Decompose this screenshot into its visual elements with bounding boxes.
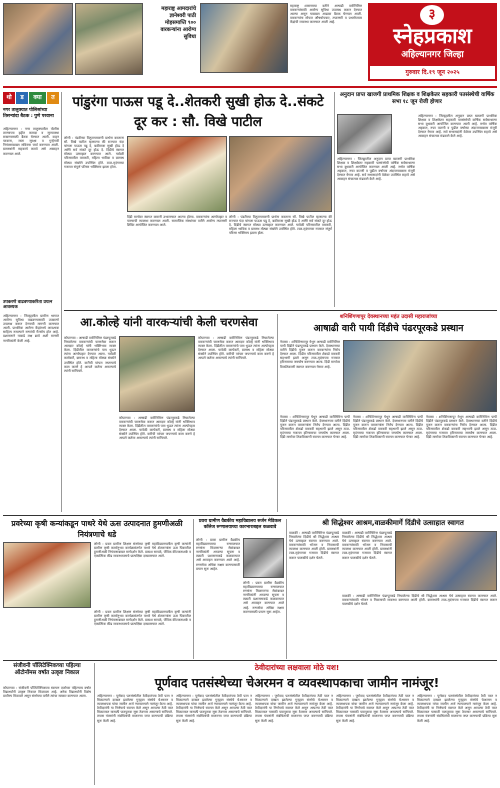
- siddheshwar-text-col1: वाळकी : आषाढी वारीनिमित्त पंढरपूरकडे निघालेल्या दिंडीचे श्री सिद्धेश्वर आश्रम येथे उत्साहात स्वागत करण्यात आले. वारकऱ्यांसाठी भोजन व निवासाची व्यवस्था करण्यात आली होती. ग्रामस्थांनी टाळ-मृदंगाच्या गजरात दिंडीचे स्वागत करून पालखीचे दर्शन घेतले.: [289, 531, 339, 560]
- lead-photo-1: [127, 136, 227, 212]
- mid-rule-1: [64, 310, 497, 311]
- top-left-photo: [3, 3, 73, 75]
- mid-rule-2: [3, 515, 497, 516]
- bottom-text-col2: अहिल्यानगर : पूर्णवाद पतसंस्थेतील ठेवीदारांच्या ठेवी परत न मिळाल्याने दाखल झालेल्या गुन्ह्यात संस्थेचे चेअरमन व व्यवस्थापक यांचा जामीन अर्ज न्यायालयाने नामंजूर केला आहे. ठेवीदारांनी या निर्णयाचे स्वागत केले असून आपल्या ठेवी परत मिळाव्यात यासाठी पाठपुरावा सुरू ठेवणार असल्याचे सांगितले. तपास यंत्रणांनी संबंधितांची मालमत्ता जप्त करण्याची प्रक्रिया सुरू केली आहे.: [176, 694, 252, 723]
- right-top-headline: अनुदान प्राप्त खाजगी प्राथमिक शिक्षक व शिक्षकेतर सहकारी पतसंस्थेची वार्षिक सभा १८ जून रोजी होणार: [339, 92, 495, 105]
- shani-text-col4: नेवासा : शनिशिंगणापूर येथून आषाढी वारीनिमित्त पायी दिंडीने पंढरपूरकडे प्रस्थान केले. देवस्थानच्या वतीने दिंडीचे पूजन करून वारकऱ्यांना निरोप देण्यात आला. दिंडीत परिसरातील शेकडो वारकरी सहभागी झाले असून टाळ-मृदंगाच्या गजरात हरिनामाचा जयघोष करण्यात आला. दिंडी मार्गावर ठिकठिकाणी स्वागत करण्यात येणार आहे.: [426, 415, 497, 440]
- siddheshwar-text-col2: वाळकी : आषाढी वारीनिमित्त पंढरपूरकडे निघालेल्या दिंडीचे श्री सिद्धेश्वर आश्रम येथे उत्साहात स्वागत करण्यात आले. वारकऱ्यांसाठी भोजन व निवासाची व्यवस्था करण्यात आली होती. ग्रामस्थांनी टाळ-मृदंगाच्या गजरात दिंडीचे स्वागत करून पालखीचे दर्शन घेतले.: [342, 531, 392, 560]
- right-top-text-col2: अहिल्यानगर : जिल्ह्यातील अनुदान प्राप्त खाजगी प्राथमिक शिक्षक व शिक्षकेतर सहकारी पतसंस्थेची वार्षिक सर्वसाधारण सभा बुधवारी आयोजित करण्यात आली आहे. सभेत वार्षिक अहवाल, नफा वाटणी व पुढील वर्षाच्या अंदाजपत्रकास मंजुरी देण्यात येणार आहे. सर्व सभासदांनी वेळेवर उपस्थित राहावे असे आवाहन संचालक मंडळाने केले आहे.: [418, 114, 497, 139]
- right-top-text-col1: अहिल्यानगर : जिल्ह्यातील अनुदान प्राप्त खाजगी प्राथमिक शिक्षक व शिक्षकेतर सहकारी पतसंस्थेची वार्षिक सर्वसाधारण सभा बुधवारी आयोजित करण्यात आली आहे. सभेत वार्षिक अहवाल, नफा वाटणी व पुढील वर्षाच्या अंदाजपत्रकास मंजुरी देण्यात येणार आहे. सर्व सभासदांनी वेळेवर उपस्थित राहावे असे आवाहन संचालक मंडळाने केले आहे.: [337, 157, 415, 182]
- kolhe-divider: [277, 314, 278, 512]
- lead-text-col3: लोणी : पंढरीच्या विठुरायाचरणी प्रार्थना करताना सौ. विखे पाटील म्हणाल्या की राज्यात यंदा चांगला पाऊस पडू दे, बळीराजा सुखी होऊ दे आणि सर्व संकटे दूर होऊ दे. दिंडीचे स्वागत मोठ्या उत्साहात करण्यात आले. यावेळी परिसरातील वारकरी, महिला भाविक व ग्रामस्थ मोठ्या संख्येने उपस्थित होते. टाळ-मृदंगाच्या गजरात संपूर्ण परिसर भक्तिमय झाला होता.: [229, 215, 332, 236]
- kolhe-text-col3: कोपरगाव : आषाढी वारीनिमित्त पंढरपूरकडे निघालेल्या वारकऱ्यांची चरणसेवा करून आमदार कोल्हे यांनी भक्तिभाव व्यक्त केला. दिंडीतील वारकऱ्यांचे पाय धुऊन त्यांना अल्पोपहार देण्यात आला. यावेळी कार्यकर्ते, ग्रामस्थ व महिला मोठ्या संख्येने उपस्थित होते. वारीची परंपरा जपण्याचे काम करणे हे आपले कर्तव्य असल्याचे त्यांनी सांगितले.: [119, 416, 195, 441]
- bottom-left-text: कोपरगाव : संजीवनी पॉलिटेक्निकच्या स्वायत्त दर्जाच्या पहिल्याच वर्षात विद्यार्थ्यांनी उत्कृष्ट निकाल मिळवला आहे. अनेक विद्यार्थ्यांनी विशेष प्रावीण्य मिळवले असून संस्थेच्या वतीने त्यांचा सत्कार करण्यात आला.: [3, 686, 91, 699]
- bottom-text-col5: अहिल्यानगर : पूर्णवाद पतसंस्थेतील ठेवीदारांच्या ठेवी परत न मिळाल्याने दाखल झालेल्या गुन्ह्यात संस्थेचे चेअरमन व व्यवस्थापक यांचा जामीन अर्ज न्यायालयाने नामंजूर केला आहे. ठेवीदारांनी या निर्णयाचे स्वागत केले असून आपल्या ठेवी परत मिळाव्यात यासाठी पाठपुरावा सुरू ठेवणार असल्याचे सांगितले. तपास यंत्रणांनी संबंधितांची मालमत्ता जप्त करण्याची प्रक्रिया सुरू केली आहे.: [417, 694, 497, 723]
- bottom-kicker: ठेवीदारांच्या लक्षवाला मोठे यश!: [254, 663, 340, 672]
- shani-text-col3: नेवासा : शनिशिंगणापूर येथून आषाढी वारीनिमित्त पायी दिंडीने पंढरपूरकडे प्रस्थान केले. देवस्थानच्या वतीने दिंडीचे पूजन करून वारकऱ्यांना निरोप देण्यात आला. दिंडीत परिसरातील शेकडो वारकरी सहभागी झाले असून टाळ-मृदंगाच्या गजरात हरिनामाचा जयघोष करण्यात आला. दिंडी मार्गावर ठिकठिकाणी स्वागत करण्यात येणार आहे.: [353, 415, 423, 440]
- siddheshwar-text-col3: वाळकी : आषाढी वारीनिमित्त पंढरपूरकडे निघालेल्या दिंडीचे श्री सिद्धेश्वर आश्रम येथे उत्साहात स्वागत करण्यात आले. वारकऱ्यांसाठी भोजन व निवासाची व्यवस्था करण्यात आली होती. ग्रामस्थांनी टाळ-मृदंगाच्या गजरात दिंडीचे स्वागत करून पालखीचे दर्शन घेतले.: [342, 594, 497, 607]
- pravara-divider: [286, 519, 287, 659]
- bottom-text-col4: अहिल्यानगर : पूर्णवाद पतसंस्थेतील ठेवीदारांच्या ठेवी परत न मिळाल्याने दाखल झालेल्या गुन्ह्यात संस्थेचे चेअरमन व व्यवस्थापक यांचा जामीन अर्ज न्यायालयाने नामंजूर केला आहे. ठेवीदारांनी या निर्णयाचे स्वागत केले असून आपल्या ठेवी परत मिळाव्यात यासाठी पाठपुरावा सुरू ठेवणार असल्याचे सांगितले. तपास यंत्रणांनी संबंधितांची मालमत्ता जप्त करण्याची प्रक्रिया सुरू केली आहे.: [336, 694, 414, 723]
- top-rule: [3, 86, 497, 88]
- kolhe-text-col2: कोपरगाव : आषाढी वारीनिमित्त पंढरपूरकडे निघालेल्या वारकऱ्यांची चरणसेवा करून आमदार कोल्हे यांनी भक्तिभाव व्यक्त केला. दिंडीतील वारकऱ्यांचे पाय धुऊन त्यांना अल्पोपहार देण्यात आला. यावेळी कार्यकर्ते, ग्रामस्थ व महिला मोठ्या संख्येने उपस्थित होते. वारीची परंपरा जपण्याचे काम करणे हे आपले कर्तव्य असल्याचे त्यांनी सांगितले.: [198, 336, 274, 361]
- bottom-left-headline: संजीवनी पॉलिटेक्निकच्या पहिल्या ऑटोनॉमस वर्षात उत्कृष्ट निकाल: [13, 663, 81, 677]
- masthead-title: स्नेहप्रकाश: [393, 24, 472, 48]
- ad-badge: [3, 92, 59, 104]
- krushi-photo: [3, 542, 91, 608]
- lead-photo-2: [229, 136, 332, 212]
- bottom-text-col3: अहिल्यानगर : पूर्णवाद पतसंस्थेतील ठेवीदारांच्या ठेवी परत न मिळाल्याने दाखल झालेल्या गुन्ह्यात संस्थेचे चेअरमन व व्यवस्थापक यांचा जामीन अर्ज न्यायालयाने नामंजूर केला आहे. ठेवीदारांनी या निर्णयाचे स्वागत केले असून आपल्या ठेवी परत मिळाव्यात यासाठी पाठपुरावा सुरू ठेवणार असल्याचे सांगितले. तपास यंत्रणांनी संबंधितांची मालमत्ता जप्त करण्याची प्रक्रिया सुरू केली आहे.: [255, 694, 333, 723]
- kolhe-text-col1: कोपरगाव : आषाढी वारीनिमित्त पंढरपूरकडे निघालेल्या वारकऱ्यांची चरणसेवा करून आमदार कोल्हे यांनी भक्तिभाव व्यक्त केला. दिंडीतील वारकऱ्यांचे पाय धुऊन त्यांना अल्पोपहार देण्यात आला. यावेळी कार्यकर्ते, ग्रामस्थ व महिला मोठ्या संख्येने उपस्थित होते. वारीची परंपरा जपण्याचे काम करणे हे आपले कर्तव्य असल्याचे त्यांनी सांगितले.: [64, 336, 116, 373]
- ad-badge-letter: क्या: [29, 92, 46, 104]
- masthead: [368, 3, 497, 81]
- lead-text-col2: दिंडी मार्गावर स्वागत कमानी उभारण्यात आल्या होत्या. वारकऱ्यांना अल्पोपहार व पाण्याची व्यवस्था करण्यात आली. सामाजिक संस्थांच्या वतीने आरोग्य तपासणी शिबिर आयोजित करण्यात आले.: [127, 215, 227, 228]
- bottom-text-col1: अहिल्यानगर : पूर्णवाद पतसंस्थेतील ठेवीदारांच्या ठेवी परत न मिळाल्याने दाखल झालेल्या गुन्ह्यात संस्थेचे चेअरमन व व्यवस्थापक यांचा जामीन अर्ज न्यायालयाने नामंजूर केला आहे. ठेवीदारांनी या निर्णयाचे स्वागत केले असून आपल्या ठेवी परत मिळाव्यात यासाठी पाठपुरावा सुरू ठेवणार असल्याचे सांगितले. तपास यंत्रणांनी संबंधितांची मालमत्ता जप्त करण्याची प्रक्रिया सुरू केली आहे.: [97, 694, 173, 723]
- left-item2-title: उपकरणे वाढवण्याकरिता प्रयत्न आवश्यक: [3, 300, 53, 311]
- shani-kicker: शनिशिंगणापूर देवस्थानच्या महंत उदासी महाराजांच्या: [339, 314, 438, 320]
- ad-badge-letter: त: [47, 92, 59, 104]
- lead-headline: पांडुरंगा पाऊस पडू दे..शेतकरी सुखी होऊ दे..संकटे दूर कर : सौ. विखे पाटील: [72, 94, 324, 130]
- mid-rule-3: [3, 660, 497, 661]
- bottom-headline: पूर्णवाद पतसंस्थेच्या चेअरमन व व्यवस्थापकाचा जामीन नामंजूर!: [154, 675, 440, 690]
- kolhe-photo: [119, 336, 195, 412]
- left-item1-title: नगर तालुक्यात पोलिसांच्या तिसऱ्यांदा बैठक : पुणे परवाना: [3, 108, 54, 119]
- left-divider: [61, 92, 62, 512]
- krushi-text-col2: लोणी : प्रवरा ग्रामीण शिक्षण संस्थेच्या कृषी महाविद्यालयातील कृषी कन्यांनी ग्रामीण कृषी कार्यानुभव कार्यक्रमांतर्गत पाथरे येथे शेतकऱ्यांना ऊस पिकातील हुमणीअळी नियंत्रणाबाबत मार्गदर्शन केले. प्रकाश सापळे, जैविक कीटकनाशके व एकात्मिक कीड व्यवस्थापनाचे प्रात्यक्षिक दाखवण्यात आले.: [94, 610, 191, 627]
- top-left-photo-2: [75, 3, 143, 75]
- pravara-headline: प्रवरा ग्रामीण वैद्यकीय महाविद्यालय सर्जन मेडिकल कॉलेज रुग्णालयाच्या कारभाराबद्दल कळवावे: [198, 519, 282, 530]
- lead-right-divider: [334, 92, 335, 307]
- kolhe-headline: आ.कोल्हे यांनी वारकऱ्यांची केली चरणसेवा: [80, 315, 258, 329]
- page-number: ३: [420, 5, 444, 25]
- ad-badge-letter: ड: [16, 92, 28, 104]
- left-item1-text: अहिल्यानगर : नगर तालुक्यातील पोलीस ठाण्याच्या हद्दीत कायदा व सुव्यवस्था राखण्यासाठी बैठक घेण्यात आली. वाहन परवाना, रस्ता सुरक्षा व गुन्हेगारी नियंत्रणाबाबत सविस्तर चर्चा करण्यात आली. ग्रामस्थांनी सहकार्य करावे असे आवाहन करण्यात आले.: [3, 127, 59, 156]
- top-center-photo: [200, 3, 288, 73]
- left-item2-text: अहिल्यानगर : जिल्ह्यातील ग्रामीण भागात आरोग्य सुविधा वाढवण्यासाठी उपकरणे उपलब्ध करून देण्याची मागणी करण्यात आली. प्राथमिक आरोग्य केंद्रांमध्ये आवश्यक साहित्य नसल्याने रुग्णांची गैरसोय होत आहे. प्रशासनाने याकडे लक्ष द्यावे अशी मागणी नागरिकांनी केली आहे.: [3, 314, 59, 343]
- lead-text-col1: लोणी : पंढरीच्या विठुरायाचरणी प्रार्थना करताना सौ. विखे पाटील म्हणाल्या की राज्यात यंदा चांगला पाऊस पडू दे, बळीराजा सुखी होऊ दे आणि सर्व संकटे दूर होऊ दे. दिंडीचे स्वागत मोठ्या उत्साहात करण्यात आले. यावेळी परिसरातील वारकरी, महिला भाविक व ग्रामस्थ मोठ्या संख्येने उपस्थित होते. टाळ-मृदंगाच्या गजरात संपूर्ण परिसर भक्तिमय झाला होता.: [64, 136, 124, 169]
- pravara-text-2: लोणी : प्रवरा ग्रामीण वैद्यकीय महाविद्यालयाच्या रुग्णालयात रुग्णांना मिळणाऱ्या सेवांबाबत नागरिकांनी आपल्या सूचना व तक्रारी प्रशासनाकडे कळवाव्यात असे आवाहन करण्यात आले आहे. रुग्णसेवा अधिक सक्षम करण्यासाठी प्रयत्न सुरू आहेत.: [243, 581, 284, 614]
- shani-text-col1: नेवासा : शनिशिंगणापूर येथून आषाढी वारीनिमित्त पायी दिंडीने पंढरपूरकडे प्रस्थान केले. देवस्थानच्या वतीने दिंडीचे पूजन करून वारकऱ्यांना निरोप देण्यात आला. दिंडीत परिसरातील शेकडो वारकरी सहभागी झाले असून टाळ-मृदंगाच्या गजरात हरिनामाचा जयघोष करण्यात आला. दिंडी मार्गावर ठिकठिकाणी स्वागत करण्यात येणार आहे.: [280, 340, 340, 369]
- bottom-left-divider: [94, 663, 95, 785]
- shani-text-col2: नेवासा : शनिशिंगणापूर येथून आषाढी वारीनिमित्त पायी दिंडीने पंढरपूरकडे प्रस्थान केले. देवस्थानच्या वतीने दिंडीचे पूजन करून वारकऱ्यांना निरोप देण्यात आला. दिंडीत परिसरातील शेकडो वारकरी सहभागी झाले असून टाळ-मृदंगाच्या गजरात हरिनामाचा जयघोष करण्यात आला. दिंडी मार्गावर ठिकठिकाणी स्वागत करण्यात येणार आहे.: [280, 415, 350, 440]
- krushi-divider: [193, 519, 194, 659]
- pravara-text: लोणी : प्रवरा ग्रामीण वैद्यकीय महाविद्यालयाच्या रुग्णालयात रुग्णांना मिळणाऱ्या सेवांबाबत नागरिकांनी आपल्या सूचना व तक्रारी प्रशासनाकडे कळवाव्यात असे आवाहन करण्यात आले आहे. रुग्णसेवा अधिक सक्षम करण्यासाठी प्रयत्न सुरू आहेत.: [196, 538, 240, 571]
- shani-headline: आषाढी वारी पायी दिंडीचे पंढरपूरकडे प्रस्थान: [313, 323, 464, 334]
- right-top-photo: [337, 114, 392, 154]
- pravara-photo: [243, 538, 284, 578]
- masthead-date: गुरुवार दि.१९ जून २०२५: [370, 66, 495, 79]
- top-teaser-headline: महाराष्ट्र आमदारांचे ज्ञानेश्वरी पाठी मोहसमाप्ति ९०० वारकऱ्यांना आरोग्य सुविधा: [160, 6, 196, 40]
- siddheshwar-headline: श्री सिद्धेश्वर आश्रम,वाळकीमार्गे दिंडीचे उत्साहात स्वागत: [322, 519, 464, 527]
- ad-badge-letter: थो: [3, 92, 15, 104]
- masthead-subtitle: अहिल्यानगर जिल्हा: [401, 50, 464, 60]
- top-teaser-text-left: महाराष्ट्र शासनाच्या वतीने आषाढी वारीनिमित्त वारकऱ्यांसाठी आरोग्य सुविधा उपलब्ध करून देण्यात आल्या असून याबाबत आढावा बैठक घेण्यात आली. वारकऱ्यांना मोफत औषधोपचार, तपासणी व प्रथमोपचार केंद्रांची व्यवस्था करण्यात आली आहे.: [290, 4, 362, 25]
- krushi-headline: प्रवरेच्या कृषी कन्यांकडून पाथरे येथे ऊस उत्पादनात हुमणीअळी नियंत्रणाचे धडे: [11, 519, 183, 539]
- shani-photo: [343, 340, 497, 412]
- siddheshwar-photo: [395, 531, 497, 591]
- krushi-text-col1: लोणी : प्रवरा ग्रामीण शिक्षण संस्थेच्या कृषी महाविद्यालयातील कृषी कन्यांनी ग्रामीण कृषी कार्यानुभव कार्यक्रमांतर्गत पाथरे येथे शेतकऱ्यांना ऊस पिकातील हुमणीअळी नियंत्रणाबाबत मार्गदर्शन केले. प्रकाश सापळे, जैविक कीटकनाशके व एकात्मिक कीड व्यवस्थापनाचे प्रात्यक्षिक दाखवण्यात आले.: [94, 542, 191, 559]
